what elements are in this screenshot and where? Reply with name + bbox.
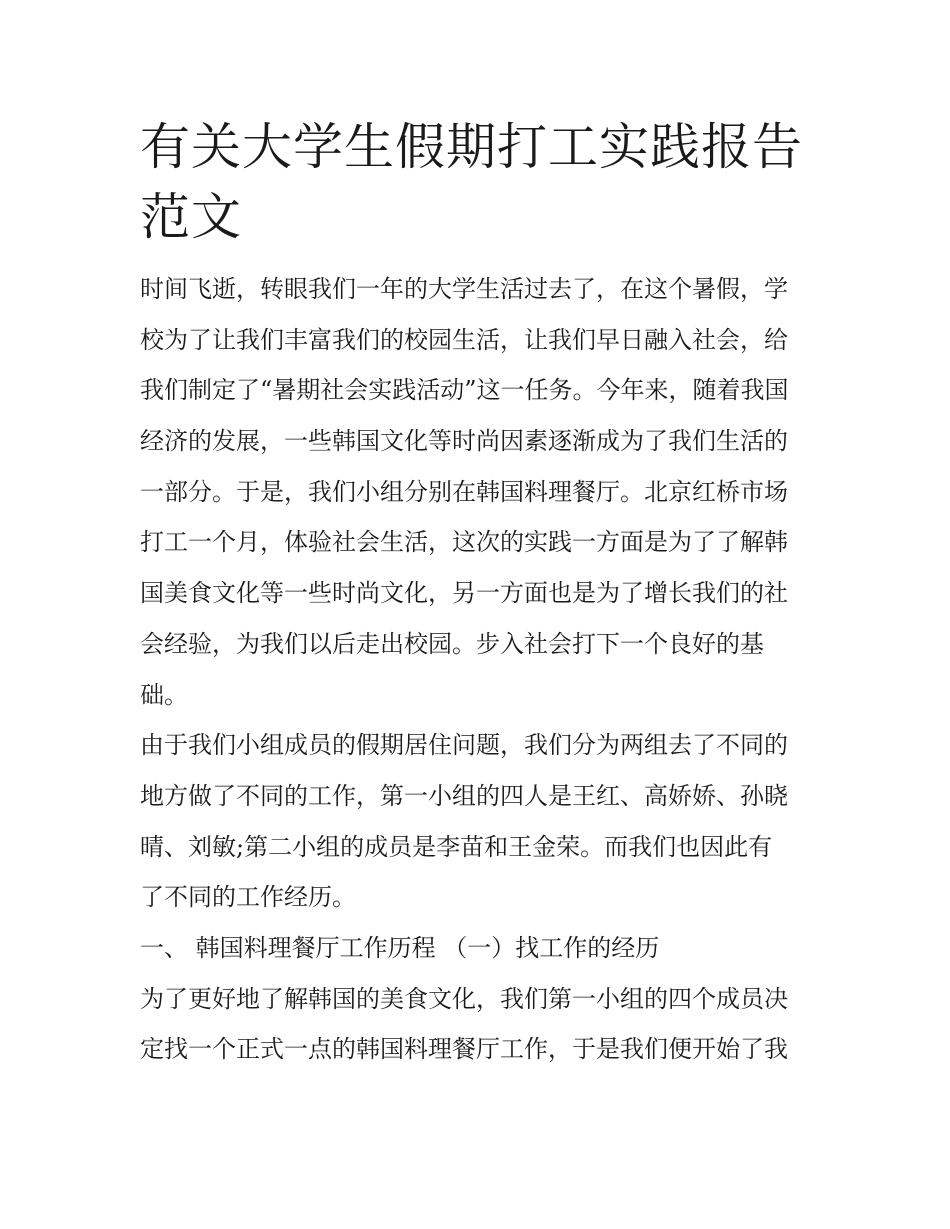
title-line-1: 有关大学生假期打工实践报告 bbox=[140, 118, 803, 176]
paragraph-job-search bbox=[140, 974, 820, 1075]
text-line: 定找一个正式一点的韩国料理餐厅工作，于是我们便开始了我 bbox=[140, 1035, 788, 1064]
text-line: 础。 bbox=[140, 680, 188, 709]
text-line: 了不同的工作经历。 bbox=[140, 883, 356, 912]
text-line: 校为了让我们丰富我们的校园生活，让我们早日融入社会，给 bbox=[140, 325, 788, 354]
text-line: 国美食文化等一些时尚文化，另一方面也是为了增长我们的社 bbox=[140, 579, 788, 608]
text-line: 经济的发展，一些韩国文化等时尚因素逐渐成为了我们生活的 bbox=[140, 427, 788, 456]
document-page bbox=[140, 112, 820, 1075]
text-line: 一部分。于是，我们小组分别在韩国料理餐厅。北京红桥市场 bbox=[140, 477, 788, 506]
paragraph-intro bbox=[140, 264, 820, 720]
text-line: 由于我们小组成员的假期居住问题，我们分为两组去了不同的 bbox=[140, 731, 788, 760]
text-line: 时间飞逝，转眼我们一年的大学生活过去了，在这个暑假，学 bbox=[140, 275, 788, 303]
title-line-2: 范文 bbox=[140, 188, 242, 246]
text-line: 我们制定了“暑期社会实践活动”这一任务。今年来，随着我国 bbox=[140, 376, 789, 405]
text-line: 地方做了不同的工作，第一小组的四人是王红、高娇娇、孙晓 bbox=[140, 781, 788, 810]
document-title bbox=[140, 112, 820, 252]
paragraph-groups bbox=[140, 720, 820, 923]
text-line: 晴、刘敏;第二小组的成员是李苗和王金荣。而我们也因此有 bbox=[140, 832, 773, 861]
section-heading-text: 一、 韩国料理餐厅工作历程 （一）找工作的经历 bbox=[140, 933, 660, 962]
text-line: 为了更好地了解韩国的美食文化，我们第一小组的四个成员决 bbox=[140, 984, 788, 1013]
text-line: 会经验，为我们以后走出校园。步入社会打下一个良好的基 bbox=[140, 629, 764, 658]
section-heading bbox=[140, 923, 820, 974]
text-line: 打工一个月，体验社会生活，这次的实践一方面是为了了解韩 bbox=[140, 528, 788, 557]
